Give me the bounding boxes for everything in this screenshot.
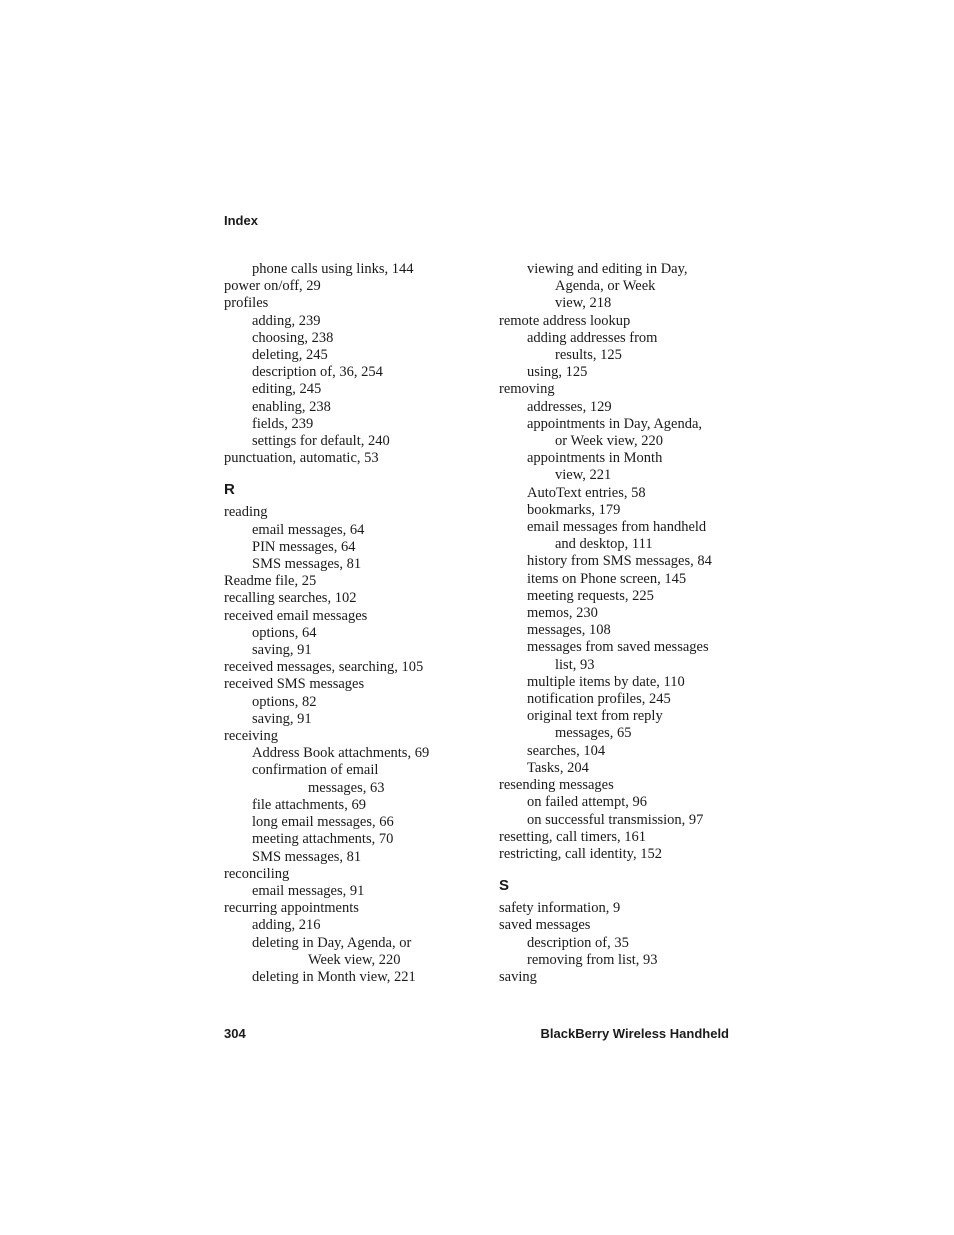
index-subentry: enabling, 238 (252, 398, 331, 415)
index-subentry: list, 93 (555, 656, 595, 673)
index-subentry: description of, 36, 254 (252, 364, 383, 381)
index-subentry: history from SMS messages, 84 (527, 553, 712, 570)
index-subentry: searches, 104 (527, 742, 606, 759)
index-subentry: messages, 65 (555, 725, 632, 742)
index-column-left (224, 261, 484, 986)
index-entry: saved messages (499, 917, 591, 934)
index-subentry: adding, 239 (252, 312, 321, 329)
index-subentry: messages from saved messages (527, 639, 709, 656)
index-subentry: messages, 108 (527, 622, 611, 639)
index-entry: received email messages (224, 607, 368, 624)
index-subentry: meeting requests, 225 (527, 587, 654, 604)
index-subentry: addresses, 129 (527, 398, 612, 415)
index-subentry: Week view, 220 (308, 951, 401, 968)
index-entry: recalling searches, 102 (224, 590, 357, 607)
index-subentry: confirmation of email (252, 762, 379, 779)
index-subentry: original text from reply (527, 708, 663, 725)
index-subentry: items on Phone screen, 145 (527, 570, 687, 587)
running-header: Index (224, 213, 258, 228)
index-entry: safety information, 9 (499, 900, 621, 917)
index-subentry: email messages, 91 (252, 882, 365, 899)
index-subentry: SMS messages, 81 (252, 848, 362, 865)
index-entry: recurring appointments (224, 900, 359, 917)
index-subentry: messages, 63 (308, 779, 385, 796)
index-subentry: SMS messages, 81 (252, 556, 362, 573)
index-subentry: deleting, 245 (252, 347, 328, 364)
index-subentry: adding, 216 (252, 917, 321, 934)
index-subentry: or Week view, 220 (555, 433, 663, 450)
index-entry: receiving (224, 728, 278, 745)
index-subentry: multiple items by date, 110 (527, 673, 685, 690)
index-entry: removing (499, 381, 555, 398)
index-subentry: removing from list, 93 (527, 951, 658, 968)
index-subentry: Agenda, or Week (555, 278, 656, 295)
index-subentry: deleting in Day, Agenda, or (252, 934, 412, 951)
index-letter-heading: S (499, 877, 510, 895)
index-entry: remote address lookup (499, 312, 631, 329)
index-subentry: appointments in Day, Agenda, (527, 415, 703, 432)
index-subentry: settings for default, 240 (252, 433, 390, 450)
index-subentry: viewing and editing in Day, (527, 261, 688, 277)
index-entry: restricting, call identity, 152 (499, 845, 662, 862)
index-subentry: email messages from handheld (527, 519, 707, 536)
index-subentry: appointments in Month (527, 450, 663, 467)
index-subentry: view, 218 (555, 295, 612, 312)
index-subentry: view, 221 (555, 467, 612, 484)
index-subentry: Address Book attachments, 69 (252, 745, 430, 762)
index-subentry: options, 82 (252, 693, 317, 710)
index-subentry: saving, 91 (252, 642, 312, 659)
index-subentry: email messages, 64 (252, 521, 365, 538)
index-subentry: long email messages, 66 (252, 814, 394, 831)
index-subentry: results, 125 (555, 347, 622, 364)
page-number: 304 (224, 1026, 246, 1041)
index-subentry: notification profiles, 245 (527, 691, 671, 708)
index-entry: power on/off, 29 (224, 278, 321, 295)
index-subentry: adding addresses from (527, 329, 658, 346)
index-entry: received messages, searching, 105 (224, 659, 424, 676)
index-subentry: using, 125 (527, 364, 588, 381)
index-entry: resetting, call timers, 161 (499, 828, 646, 845)
index-subentry: AutoText entries, 58 (527, 484, 646, 501)
index-entry: Readme file, 25 (224, 573, 317, 590)
index-subentry: meeting attachments, 70 (252, 831, 394, 848)
index-subentry: description of, 35 (527, 934, 629, 951)
index-subentry: on failed attempt, 96 (527, 794, 647, 811)
index-entry: reading (224, 504, 268, 521)
index-subentry: saving, 91 (252, 710, 312, 727)
index-subentry: on successful transmission, 97 (527, 811, 704, 828)
index-subentry: deleting in Month view, 221 (252, 968, 416, 985)
index-entry: saving (499, 968, 537, 985)
index-entry: punctuation, automatic, 53 (224, 450, 379, 467)
index-entry: resending messages (499, 777, 614, 794)
book-title: BlackBerry Wireless Handheld (540, 1026, 729, 1041)
index-entry: reconciling (224, 865, 290, 882)
index-subentry: editing, 245 (252, 381, 322, 398)
index-subentry: Tasks, 204 (527, 759, 589, 776)
index-subentry: memos, 230 (527, 605, 598, 622)
index-entry: received SMS messages (224, 676, 365, 693)
index-subentry: PIN messages, 64 (252, 538, 356, 555)
index-column-right (499, 261, 739, 986)
index-subentry: phone calls using links, 144 (252, 261, 414, 277)
index-subentry: choosing, 238 (252, 329, 334, 346)
index-subentry: bookmarks, 179 (527, 501, 621, 518)
index-subentry: file attachments, 69 (252, 796, 366, 813)
index-subentry: and desktop, 111 (555, 536, 653, 553)
index-letter-heading: R (224, 481, 235, 499)
index-subentry: fields, 239 (252, 415, 314, 432)
index-subentry: options, 64 (252, 624, 317, 641)
index-entry: profiles (224, 295, 269, 312)
